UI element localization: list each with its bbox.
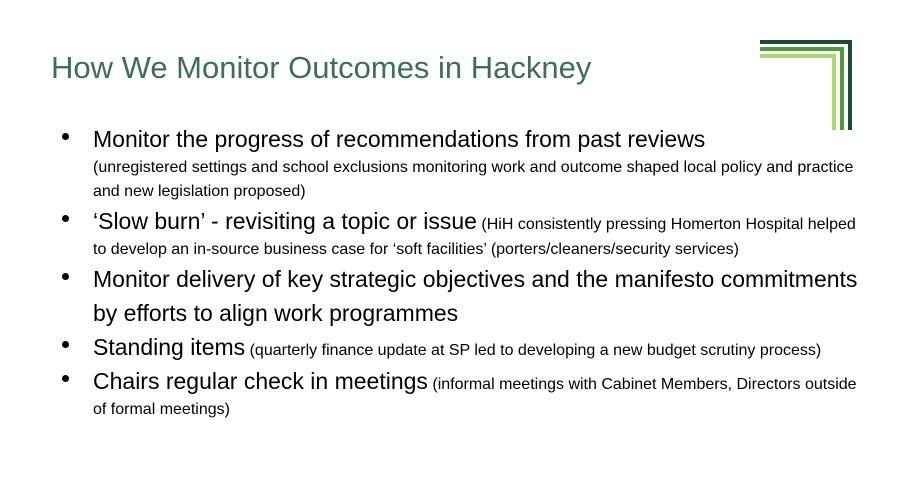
corner-decoration [760,40,852,130]
bullet-detail-text: (HiH consistently pressing Homerton Hospital helped to develop an in-source business case for ‘soft facilities’ (porters/cleaners/security services) [93,216,856,258]
bullet-main-text: Standing items [93,334,246,360]
corner-stripe-light-v [832,54,836,130]
bullet-detail-text: (unregistered settings and school exclusions monitoring work and outcome shaped local policy and practice and new legislation proposed) [93,159,854,200]
bullet-detail-text: (quarterly finance update at SP led to developing a new budget scrutiny process) [249,342,822,359]
corner-stripe-dark [760,40,852,44]
bullet-dot [62,215,69,222]
bullet-item [62,330,862,364]
bullet-main-text: Monitor delivery of key strategic objectives and the manifesto commitments by efforts to align work programmes [93,266,858,326]
bullet-main-text: ‘Slow burn’ - revisiting a topic or issue [93,208,477,234]
bullet-main-text: Monitor the progress of recommendations from past reviews [93,126,706,152]
bullet-dot [62,341,69,348]
bullet-list [62,122,862,422]
bullet-item [62,122,862,204]
bullet-item [62,262,862,330]
bullet-dot [62,273,69,280]
bullet-item [62,204,862,262]
corner-stripe-dark-v [848,40,852,130]
corner-stripe-mid [760,47,844,51]
bullet-dot [62,375,69,382]
corner-stripe-light [760,54,836,58]
corner-stripe-mid-v [840,47,844,130]
bullet-dot [62,133,69,140]
bullet-item [62,364,862,422]
bullet-main-text: Chairs regular check in meetings [93,368,428,394]
page-title: How We Monitor Outcomes in Hackney [51,50,592,85]
bullet-detail-text: (informal meetings with Cabinet Members, Directors outside of formal meetings) [93,376,857,418]
